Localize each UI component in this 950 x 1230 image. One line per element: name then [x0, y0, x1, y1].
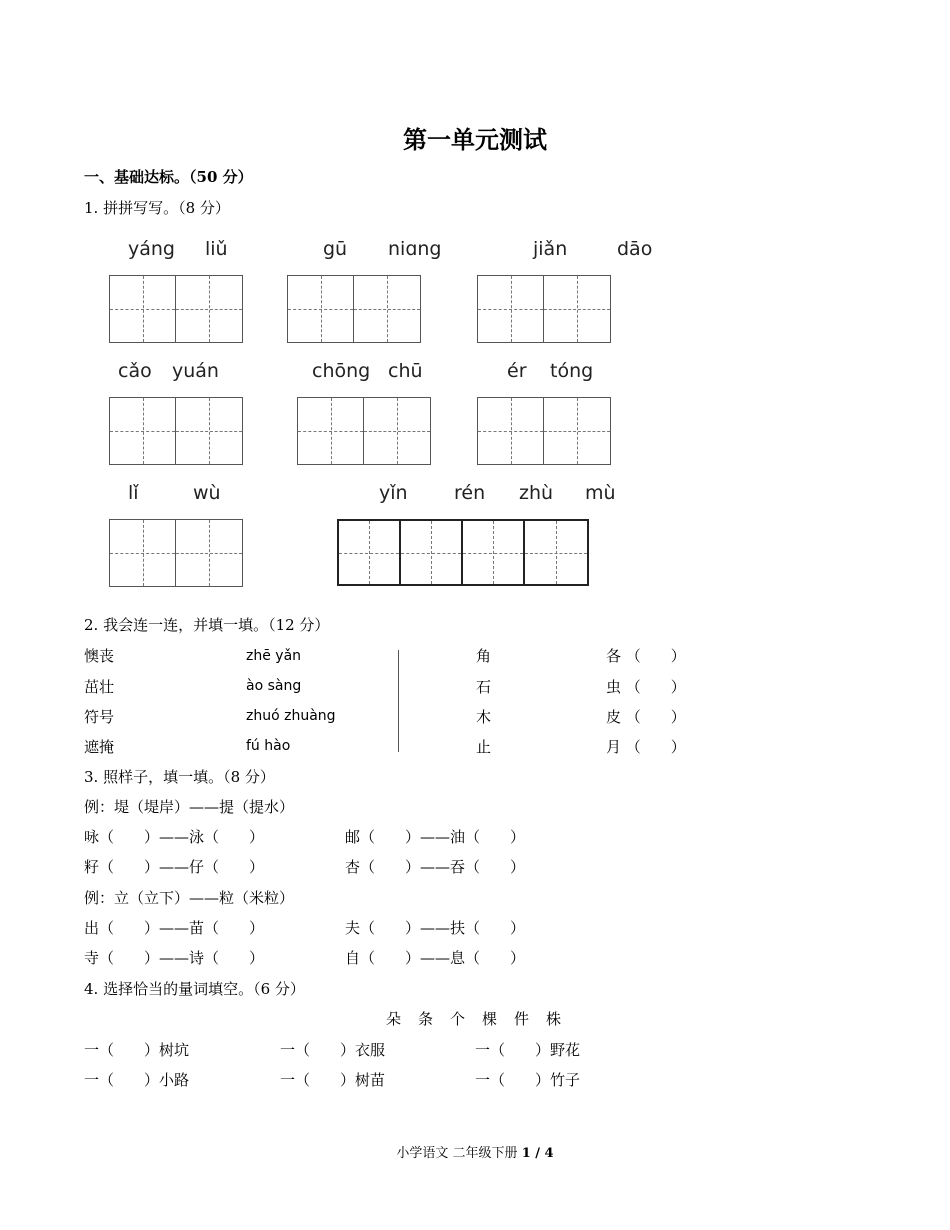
pinyin: chōng [312, 360, 371, 382]
radical-char[interactable]: 石 [476, 678, 492, 696]
divider-line [398, 650, 399, 752]
grid-cell[interactable] [176, 398, 242, 464]
pinyin: rén [454, 482, 486, 504]
pinyin: jiǎn [533, 238, 568, 260]
q3-title: 3. 照样子，填一填。（8 分） [84, 768, 275, 786]
grid-cell[interactable] [176, 520, 242, 586]
grid-cell[interactable] [110, 276, 176, 342]
q1-title: 1. 拼拼写写。（8 分） [84, 199, 230, 217]
fill-item[interactable]: 一（ ）衣服 [280, 1041, 386, 1059]
example: 例：堤（堤岸）——提（提水） [84, 798, 295, 816]
q2-title: 2. 我会连一连，并填一填。（12 分） [84, 616, 330, 634]
writing-grid[interactable] [109, 397, 243, 465]
fill-item[interactable]: 一（ ）树坑 [84, 1041, 190, 1059]
section-heading: 一、基础达标。（50 分） [84, 168, 253, 186]
fill-item[interactable]: 出（ ）——苗（ ） [84, 919, 265, 937]
grid-cell[interactable] [525, 521, 587, 584]
pinyin: liǔ [205, 238, 228, 260]
measure-word-options: 朵 条 个 棵 件 株 [386, 1010, 563, 1028]
pinyin: yuán [172, 360, 219, 382]
pinyin: zhù [519, 482, 554, 504]
grid-cell[interactable] [478, 398, 544, 464]
example: 例：立（立下）——粒（米粒） [84, 889, 295, 907]
fill-item[interactable]: 杏（ ）——吞（ ） [345, 858, 526, 876]
word[interactable]: 茁壮 [84, 678, 115, 696]
writing-grid[interactable] [477, 275, 611, 343]
fill-item[interactable]: 咏（ ）——泳（ ） [84, 828, 265, 846]
pinyin: dāo [617, 238, 653, 260]
grid-cell[interactable] [288, 276, 354, 342]
pinyin: ér [507, 360, 527, 382]
pinyin-option[interactable]: ào sàng [246, 678, 302, 694]
fill-item[interactable]: 一（ ）小路 [84, 1071, 190, 1089]
page-title: 第一单元测试 [403, 125, 547, 154]
pinyin-option[interactable]: zhē yǎn [246, 648, 302, 664]
grid-cell[interactable] [478, 276, 544, 342]
grid-cell[interactable] [110, 520, 176, 586]
grid-cell[interactable] [339, 521, 401, 584]
fill-item[interactable]: 自（ ）——息（ ） [345, 949, 526, 967]
grid-cell[interactable] [176, 276, 242, 342]
fill-item[interactable]: 各 （ ） [606, 647, 686, 665]
fill-item[interactable]: 皮 （ ） [606, 708, 686, 726]
radical-char[interactable]: 止 [476, 738, 492, 756]
fill-item[interactable]: 夫（ ）——扶（ ） [345, 919, 526, 937]
fill-item[interactable]: 邮（ ）——油（ ） [345, 828, 526, 846]
pinyin: cǎo [118, 360, 152, 382]
fill-item[interactable]: 一（ ）树苗 [280, 1071, 386, 1089]
grid-cell[interactable] [401, 521, 463, 584]
page-footer [0, 1142, 950, 1161]
pinyin-option[interactable]: fú hào [246, 738, 291, 754]
writing-grid[interactable] [287, 275, 421, 343]
fill-item[interactable]: 籽（ ）——仔（ ） [84, 858, 265, 876]
pinyin: yǐn [379, 482, 408, 504]
grid-cell[interactable] [110, 398, 176, 464]
writing-grid[interactable] [109, 275, 243, 343]
fill-item[interactable]: 一（ ）竹子 [475, 1071, 581, 1089]
word[interactable]: 遮掩 [84, 738, 115, 756]
grid-cell[interactable] [298, 398, 364, 464]
grid-cell[interactable] [364, 398, 430, 464]
radical-char[interactable]: 角 [476, 647, 492, 665]
pinyin: niɑng [388, 238, 442, 260]
radical-char[interactable]: 木 [476, 708, 492, 726]
pinyin: chū [388, 360, 423, 382]
pinyin: wù [193, 482, 221, 504]
word[interactable]: 懊丧 [84, 647, 115, 665]
pinyin: gū [323, 238, 348, 260]
fill-item[interactable]: 虫 （ ） [606, 678, 686, 696]
writing-grid[interactable] [109, 519, 243, 587]
fill-item[interactable]: 月 （ ） [606, 738, 686, 756]
pinyin: lǐ [128, 482, 139, 504]
grid-cell[interactable] [463, 521, 525, 584]
grid-cell[interactable] [354, 276, 420, 342]
word[interactable]: 符号 [84, 708, 115, 726]
writing-grid[interactable] [297, 397, 431, 465]
pinyin: mù [585, 482, 616, 504]
page-number: 1 / 4 [521, 1146, 554, 1161]
grid-cell[interactable] [544, 398, 610, 464]
grid-cell[interactable] [544, 276, 610, 342]
fill-item[interactable]: 一（ ）野花 [475, 1041, 581, 1059]
writing-grid[interactable] [337, 519, 589, 586]
pinyin: yáng [128, 238, 175, 260]
pinyin: tóng [550, 360, 594, 382]
q4-title: 4. 选择恰当的量词填空。（6 分） [84, 980, 305, 998]
fill-item[interactable]: 寺（ ）——诗（ ） [84, 949, 265, 967]
pinyin-option[interactable]: zhuó zhuàng [246, 708, 336, 724]
writing-grid[interactable] [477, 397, 611, 465]
footer-text: 小学语文 二年级下册 [396, 1146, 522, 1161]
